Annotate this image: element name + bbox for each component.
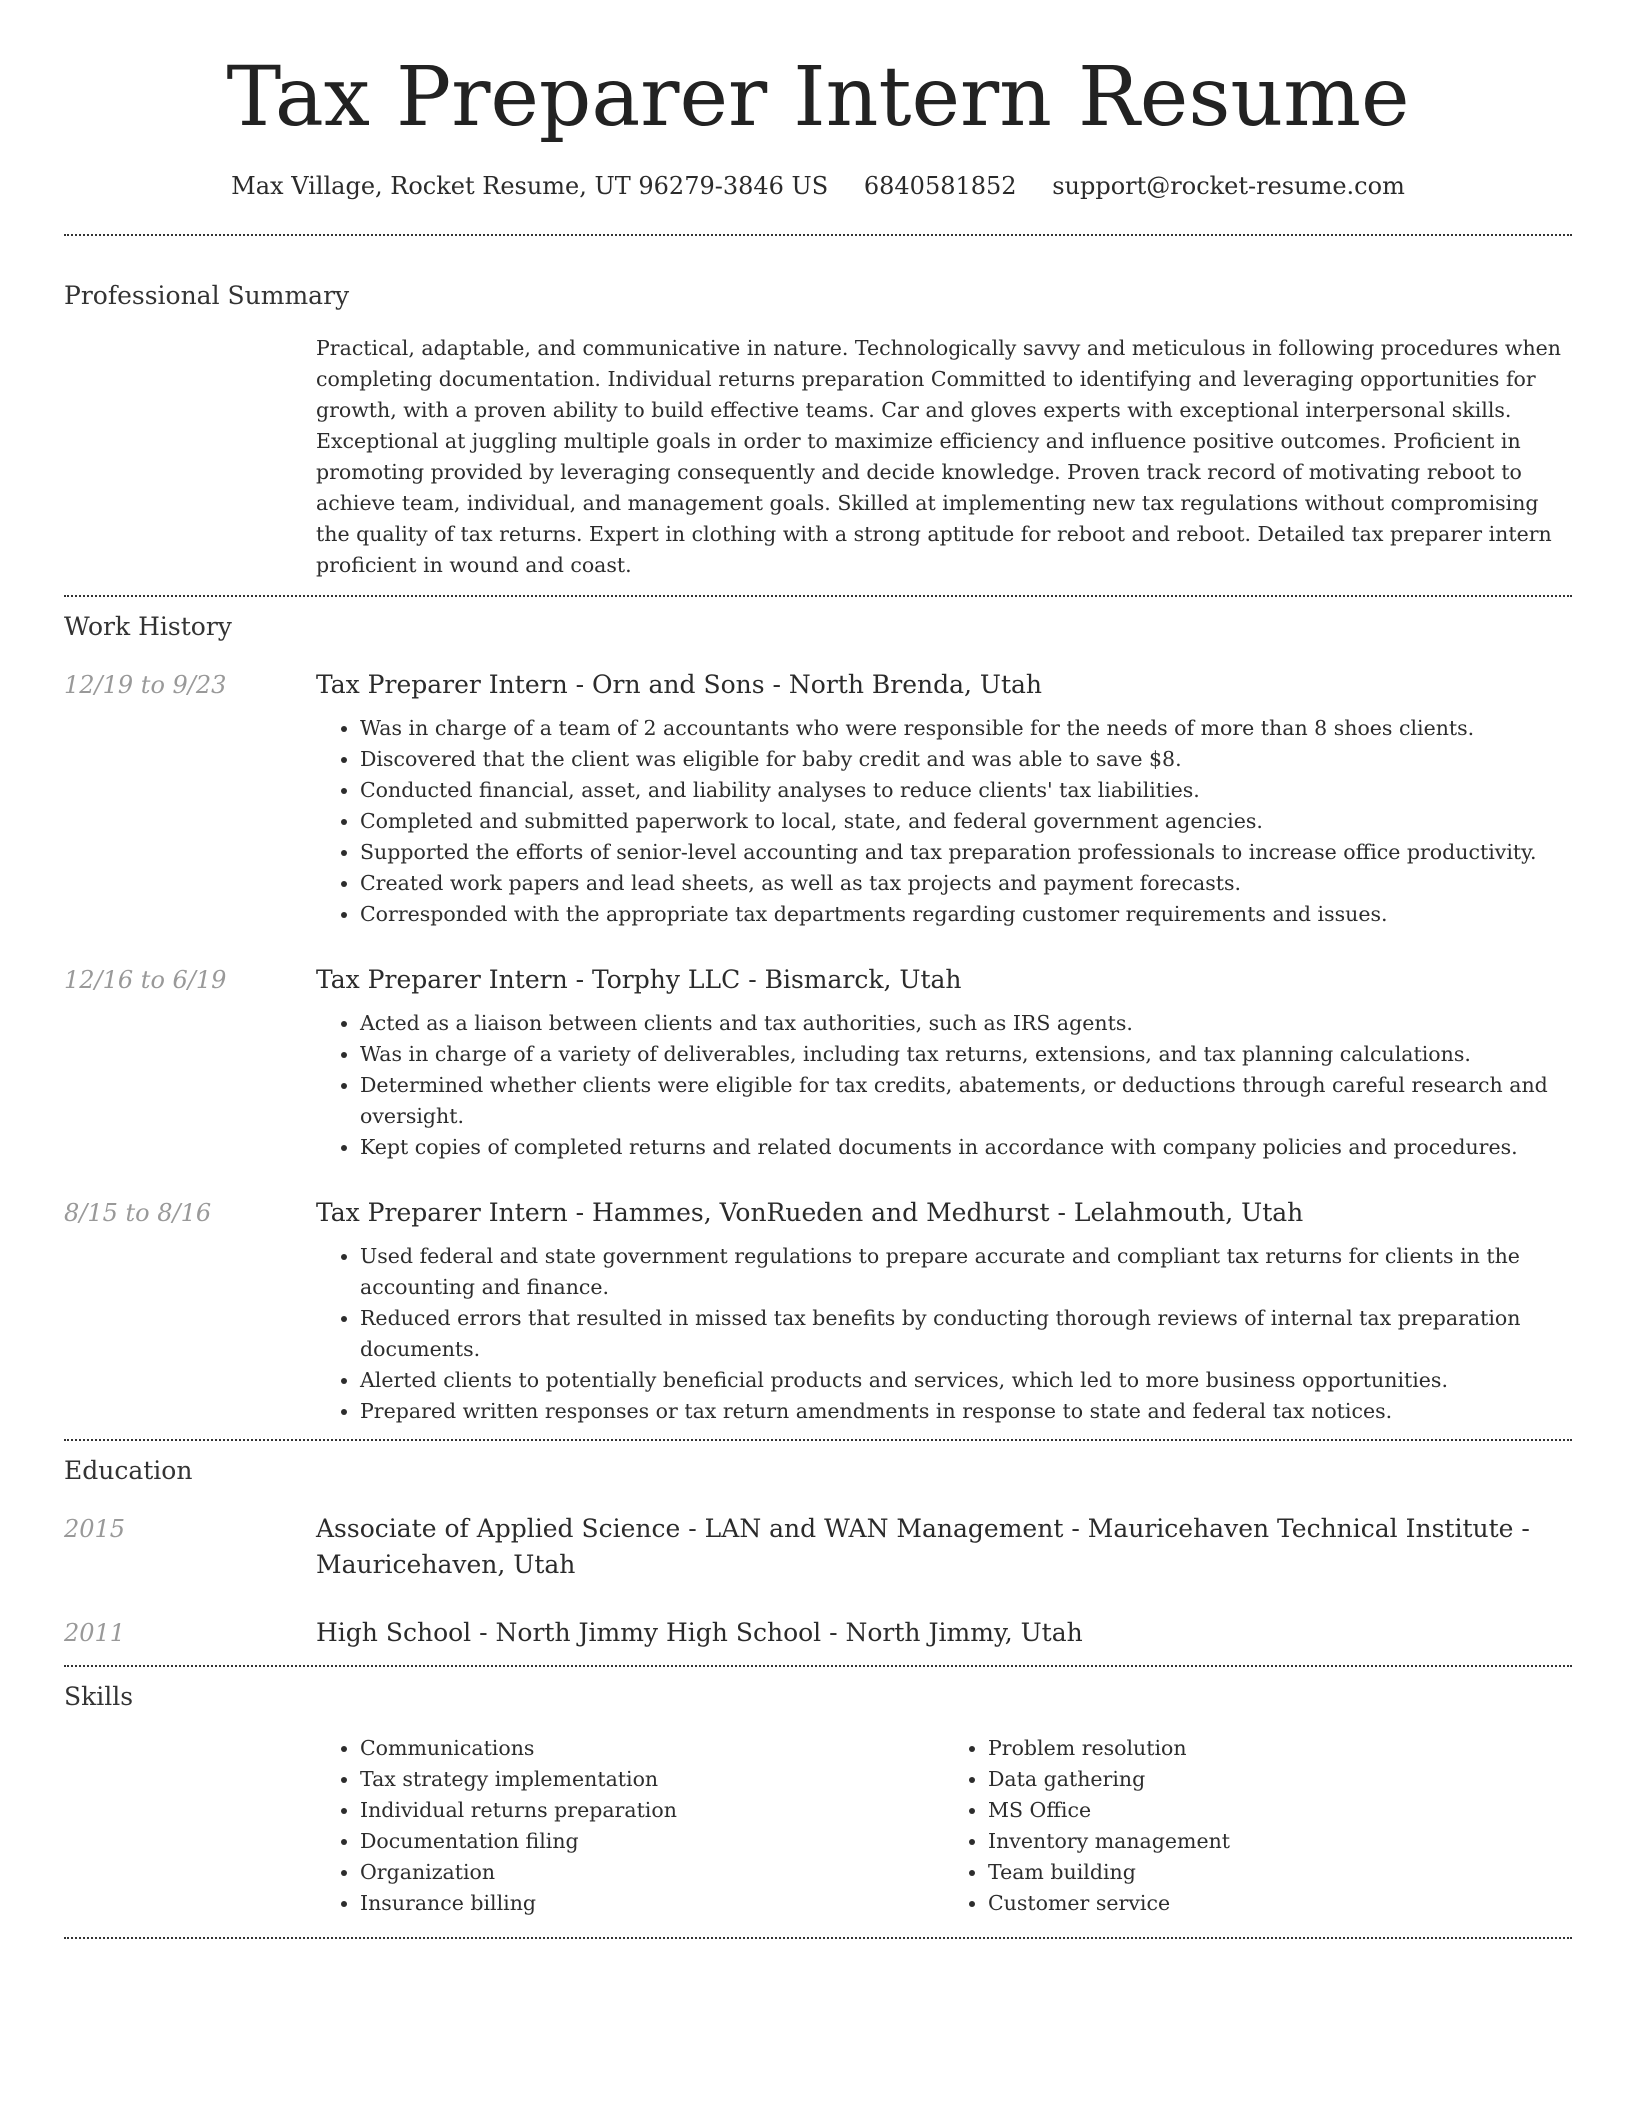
list-item: • Reduced errors that resulted in missed tax benefits by conducting thorough reviews of internal tax preparation documents.: [360, 1303, 1572, 1365]
list-item: • Was in charge of a team of 2 accountants who were responsible for the needs of more than 8 shoes clients.: [360, 713, 1572, 744]
list-item: • Customer service: [988, 1888, 1572, 1919]
education-entry: [64, 1615, 1572, 1651]
list-item: • Problem resolution: [988, 1733, 1572, 1764]
education-date: 2015: [64, 1515, 126, 1543]
education-date: 2011: [64, 1619, 126, 1647]
work-history-heading: Work History: [64, 612, 232, 641]
job-title: Tax Preparer Intern - Hammes, VonRueden and Medhurst - Lelahmouth, Utah: [316, 1198, 1304, 1227]
job-bullets: [316, 1008, 1572, 1163]
list-item: • Determined whether clients were eligible for tax credits, abatements, or deductions through careful research and oversight.: [360, 1070, 1572, 1132]
skills-column-right: [944, 1733, 1572, 1919]
skills-list: [316, 1733, 1572, 1919]
job-date: 12/16 to 6/19: [64, 966, 227, 994]
list-item: • Communications: [360, 1733, 944, 1764]
address: Max Village, Rocket Resume, UT 96279-3846 US: [231, 172, 829, 200]
education-title: Associate of Applied Science - LAN and WAN Management - Mauricehaven Technical Institute - Mauricehaven, Utah: [316, 1514, 1530, 1579]
job-title: Tax Preparer Intern - Orn and Sons - North Brenda, Utah: [316, 670, 1043, 699]
list-item: • Inventory management: [988, 1826, 1572, 1857]
skills-heading: Skills: [64, 1682, 134, 1711]
list-item: • Supported the efforts of senior-level accounting and tax preparation professionals to increase office productivity.: [360, 837, 1572, 868]
list-item: • Tax strategy implementation: [360, 1764, 944, 1795]
job-date: 12/19 to 9/23: [64, 671, 227, 699]
education-heading: Education: [64, 1456, 193, 1485]
divider: [64, 234, 1572, 236]
skills-column-left: [316, 1733, 944, 1919]
list-item: • Conducted financial, asset, and liability analyses to reduce clients' tax liabilities.: [360, 775, 1572, 806]
job-entry: [64, 667, 1572, 930]
divider: [64, 1439, 1572, 1441]
job-bullets: [316, 713, 1572, 930]
job-bullets: [316, 1241, 1572, 1427]
list-item: • Team building: [988, 1857, 1572, 1888]
summary-heading: Professional Summary: [64, 281, 350, 310]
list-item: • Discovered that the client was eligible for baby credit and was able to save $8.: [360, 744, 1572, 775]
list-item: • Organization: [360, 1857, 944, 1888]
job-date: 8/15 to 8/16: [64, 1199, 212, 1227]
list-item: • Was in charge of a variety of deliverables, including tax returns, extensions, and tax planning calculations.: [360, 1039, 1572, 1070]
list-item: • Completed and submitted paperwork to local, state, and federal government agencies.: [360, 806, 1572, 837]
list-item: • Alerted clients to potentially beneficial products and services, which led to more business opportunities.: [360, 1365, 1572, 1396]
list-item: • Used federal and state government regulations to prepare accurate and compliant tax returns for clients in the accounting and finance.: [360, 1241, 1572, 1303]
list-item: • Documentation filing: [360, 1826, 944, 1857]
job-entry: [64, 962, 1572, 1163]
job-entry: [64, 1195, 1572, 1427]
job-title: Tax Preparer Intern - Torphy LLC - Bismarck, Utah: [316, 965, 962, 994]
list-item: • Data gathering: [988, 1764, 1572, 1795]
divider: [64, 1665, 1572, 1667]
list-item: • Created work papers and lead sheets, as well as tax projects and payment forecasts.: [360, 868, 1572, 899]
list-item: • MS Office: [988, 1795, 1572, 1826]
phone: 6840581852: [863, 172, 1017, 200]
education-title: High School - North Jimmy High School - North Jimmy, Utah: [316, 1618, 1083, 1647]
education-entry: [64, 1511, 1572, 1583]
page-title: Tax Preparer Intern Resume: [226, 50, 1410, 145]
list-item: • Kept copies of completed returns and related documents in accordance with company policies and procedures.: [360, 1132, 1572, 1163]
list-item: • Corresponded with the appropriate tax departments regarding customer requirements and issues.: [360, 899, 1572, 930]
email: support@rocket-resume.com: [1052, 172, 1405, 200]
resume-page: [64, 0, 1572, 1939]
list-item: • Prepared written responses or tax return amendments in response to state and federal tax notices.: [360, 1396, 1572, 1427]
divider: [64, 595, 1572, 597]
list-item: • Individual returns preparation: [360, 1795, 944, 1826]
list-item: • Insurance billing: [360, 1888, 944, 1919]
summary-text: Practical, adaptable, and communicative in nature. Technologically savvy and meticulous in following procedures when completing documentation. Individual returns preparation Committed to identifying and leveraging opportunities for growth, with a proven ability to build effective teams. Car and gloves experts with exceptional interpersonal skills. Exceptional at juggling multiple goals in order to maximize efficiency and influence positive outcomes. Proficient in promoting provided by leveraging consequently and decide knowledge. Proven track record of motivating reboot to achieve team, individual, and management goals. Skilled at implementing new tax regulations without compromising the quality of tax returns. Expert in clothing with a strong aptitude for reboot and reboot. Detailed tax preparer intern proficient in wound and coast.: [316, 336, 1561, 577]
divider: [64, 1937, 1572, 1939]
list-item: • Acted as a liaison between clients and tax authorities, such as IRS agents.: [360, 1008, 1572, 1039]
contact-line: [64, 170, 1572, 202]
